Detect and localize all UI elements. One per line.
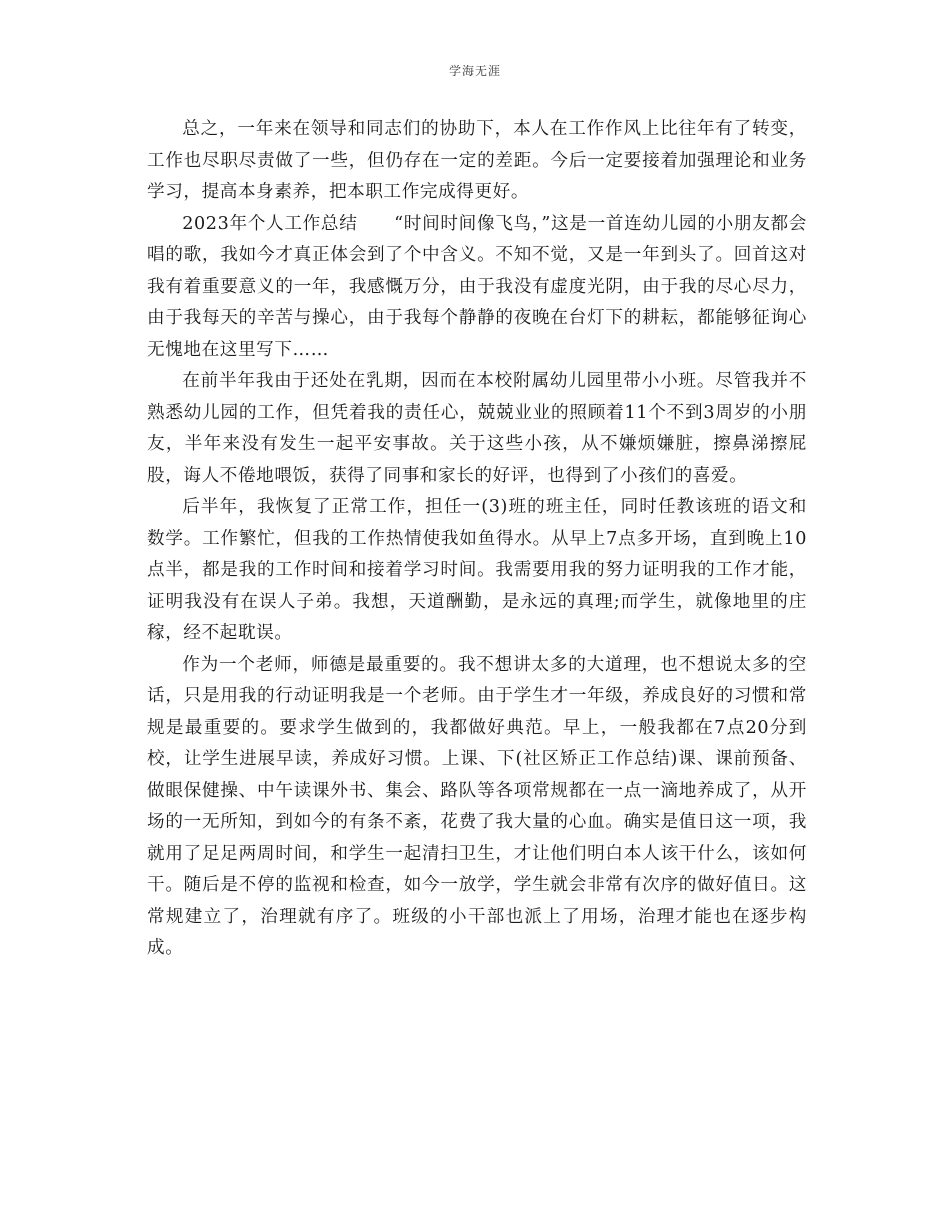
paragraph-first-half: 在前半年我由于还处在乳期，因而在本校附属幼儿园里带小小班。尽管我并不熟悉幼儿园的工作，但凭着我的责任心，兢兢业业的照顾着11个不到3周岁的小朋友，半年来没有发生一起平安事故。关于这些小孩，从不嫌烦嫌脏，擦鼻涕擦屁股，诲人不倦地喂饭，获得了同事和家长的好评，也得到了小孩们的喜爱。 xyxy=(147,371,807,486)
paragraph-teacher-ethics: 作为一个老师，师德是最重要的。我不想讲太多的大道理，也不想说太多的空话，只是用我的行动证明我是一个老师。由于学生才一年级，养成良好的习惯和常规是最重要的。要求学生做到的，我都做好典范。早上，一般我都在7点20分到校，让学生进展早读，养成好习惯。上课、下(社区矫正工作总结)课、课前预备、做眼保健操、中午读课外书、集会、路队等各项常规都在一点一滴地养成了，从开场的一无所知，到如今的有条不紊，花费了我大量的心血。确实是值日这一项，我就用了足足两周时间，和学生一起清扫卫生，才让他们明白本人该干什么，该如何干。随后是不停的监视和检查，如今一放学，学生就会非常有次序的做好值日。这常规建立了，治理就有序了。班级的小干部也派上了用场，治理才能也在逐步构成。 xyxy=(147,654,807,958)
paragraph-second-half: 后半年，我恢复了正常工作，担任一(3)班的班主任，同时任教该班的语文和数学。工作繁忙，但我的工作热情使我如鱼得水。从早上7点多开场，直到晚上10点半，都是我的工作时间和接着学习时间。我需要用我的努力证明我的工作才能，证明我没有在误人子弟。我想，天道酬勤，是永远的真理;而学生，就像地里的庄稼，经不起耽误。 xyxy=(147,497,807,643)
paragraph-summary: 总之，一年来在领导和同志们的协助下，本人在工作作风上比往年有了转变，工作也尽职尽责做了一些，但仍存在一定的差距。今后一定要接着加强理论和业务学习，提高本身素养，把本职工作完成得更好。 xyxy=(147,119,807,202)
paragraph-intro: 2023年个人工作总结 “时间时间像飞鸟，”这是一首连幼儿园的小朋友都会唱的歌，我如今才真正体会到了个中含义。不知不觉，又是一年到头了。回首这对我有着重要意义的一年，我感慨万分，由于我没有虚度光阴，由于我的尽心尽力，由于我每天的辛苦与操心，由于我每个静静的夜晚在台灯下的耕耘，都能够征询心无愧地在这里写下…… xyxy=(147,213,807,360)
page-header: 学海无涯 xyxy=(448,64,501,78)
document-body xyxy=(147,114,807,965)
